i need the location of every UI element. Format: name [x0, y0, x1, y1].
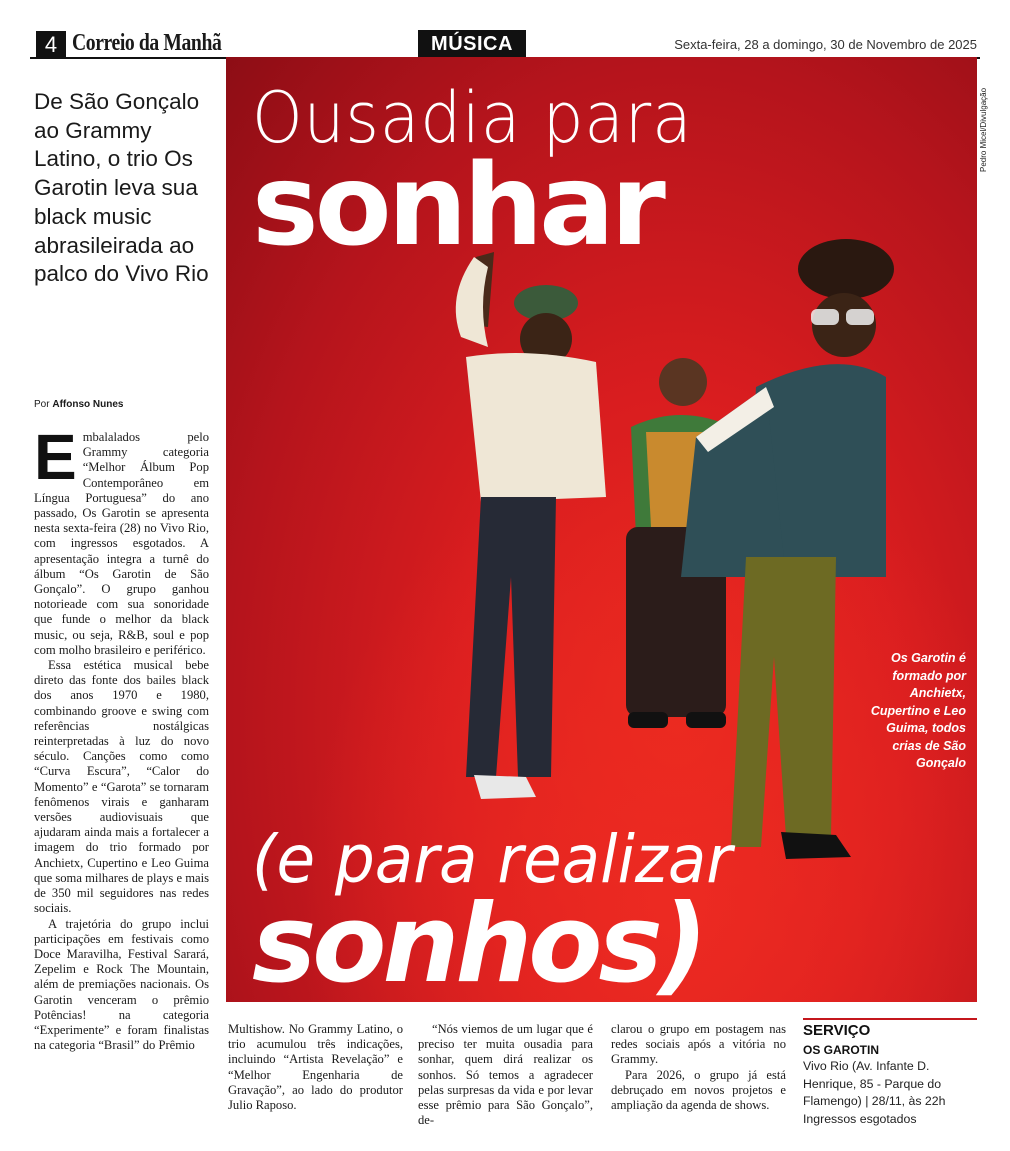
paragraph — [34, 421, 209, 658]
photo-credit-text: Pedro Micel/Divulgação — [979, 87, 988, 172]
photo-credit — [979, 60, 991, 172]
article-deck: De São Gonçalo ao Grammy Latino, o trio Os Garotin leva sua black music abrasileirada ao palco do Vivo Rio — [34, 89, 209, 287]
servico-details — [803, 1058, 975, 1128]
paragraph: clarou o grupo em postagem nas redes sociais após a vitória no Grammy. — [611, 1022, 786, 1067]
paragraph: “Nós viemos de um lugar que é preciso ter muita ousadia para sonhar, quem dirá realizar os sonhos. Só temos a agradecer pelas surpresas da vida e por levar esse prêmio para São Gonçalo”, de- — [418, 1022, 593, 1128]
servico-title: SERVIÇO — [803, 1022, 871, 1039]
masthead-logo: Correio da Manhã — [72, 30, 222, 56]
photo-caption: Os Garotin é formado por Anchietx, Cupertino e Leo Guima, todos crias de São Gonçalo — [870, 651, 966, 770]
headline-line-2: sonhar — [252, 141, 662, 271]
body-column-3 — [418, 1022, 593, 1128]
paragraph: Essa estética musical bebe direto das fonte dos bailes black dos anos 1970 e 1980, combinando groove e swing com referências nostálgicas reinterpretadas à luz do novo século. Canções como como “Curva Escura”, “Calor do Momento” e “Garota” se tornaram fenômenos virais e ganharam versões audiovisuais que ajudaram ainda mais a fortalecer a imagem do trio formado por Anchietx, Cupertino e Leo Guima que soma milhares de plays e mais de 350 mil seguidores nas redes sociais. — [34, 658, 209, 916]
paragraph-text: mbalalados pelo Grammy categoria “Melhor Álbum Pop Contemporâneo em Língua Portuguesa” do ano passado, Os Garotin se apresenta nesta sexta-feira (28) no Vivo Rio, com ingressos esgotados. A apresentação integra a turnê do álbum “Os Garotin de São Gonçalo”. O grupo ganhou notorieade com sua sonoridade que funde o melhor da black music, ou seja, R&B, soul e pop com molho brasileiro e periférico. — [34, 430, 209, 657]
headline-line-4: sonhos) — [252, 882, 705, 1007]
paragraph: Para 2026, o grupo já está debruçado em novos projetos e ampliação da agenda de shows. — [611, 1067, 786, 1113]
body-column-4 — [611, 1022, 786, 1113]
issue-date: Sexta-feira, 28 a domingo, 30 de Novembro de 2025 — [674, 37, 977, 52]
byline-author: Affonso Nunes — [52, 399, 124, 410]
drop-cap: E — [34, 421, 77, 493]
body-column-1 — [34, 421, 209, 1053]
paragraph: A trajetória do grupo inclui participações em festivais como Doce Maravilha, Festival Sarará, Zepelim e Rock The Mountain, além de premiações nacionais. Os Garotin venceram o prêmio Potências! na categoria “Experimente” e foram finalistas na categoria “Brasil” do Prêmio — [34, 916, 209, 1053]
servico-rule — [803, 1018, 977, 1020]
page-number: 4 — [36, 31, 66, 59]
headline-line-1: Ousadia para — [252, 77, 693, 159]
headline-line-3: (e para realizar — [252, 821, 733, 898]
section-label: MÚSICA — [418, 30, 526, 58]
servico-venue-date: Vivo Rio (Av. Infante D. Henrique, 85 - Parque do Flamengo) | 28/11, às 22h — [803, 1059, 946, 1109]
byline — [34, 399, 123, 410]
servico-event-name: OS GAROTIN — [803, 1043, 880, 1057]
byline-prefix: Por — [34, 399, 50, 410]
servico-tickets: Ingressos esgotados — [803, 1111, 917, 1126]
paragraph: Multishow. No Grammy Latino, o trio acumulou três indicações, incluindo “Artista Revelação” e “Melhor Engenharia de Gravação”, ao lado do produtor Julio Raposo. — [228, 1022, 403, 1113]
body-column-2 — [228, 1022, 403, 1113]
